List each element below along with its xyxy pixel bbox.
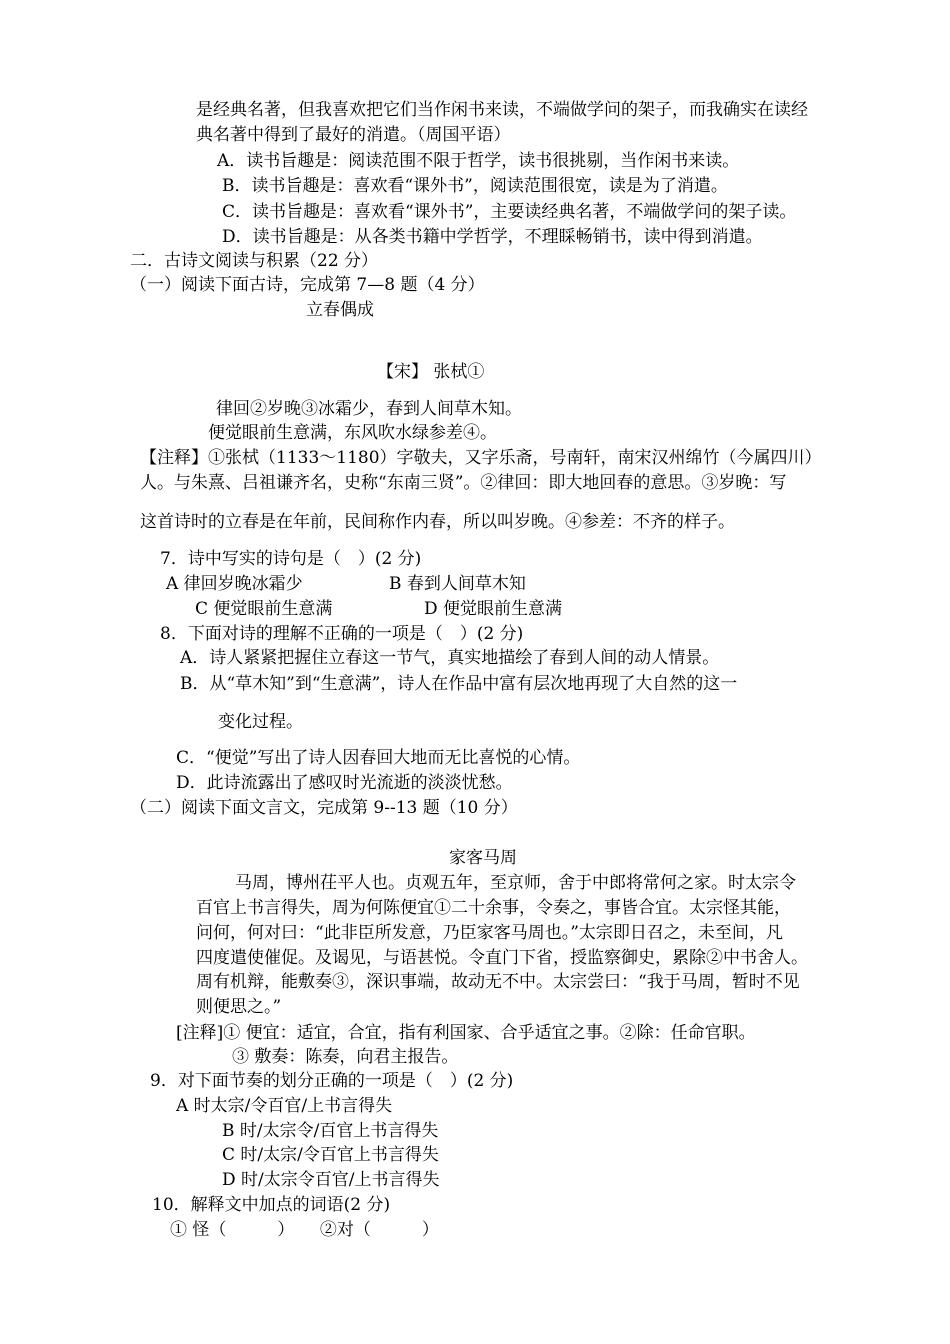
q10-items: ① 怪（ ） ②对（ ） [170,1220,439,1240]
q7-option-c: C 便觉眼前生意满 [195,599,333,619]
prose-line-1: 马周，博州茌平人也。贞观五年，至京师，舍于中郎将常何之家。时太宗令 [235,873,796,893]
poem-line-2: 便觉眼前生意满，东风吹水绿参差④。 [208,423,497,443]
intro-line-2: 典名著中得到了最好的消遣。（周国平语） [196,125,511,145]
prose-line-3: 问何，何对曰：“此非臣所发意，乃臣家客马周也。”太宗即日召之，未至间，凡 [196,923,783,943]
q7-option-d: D 便觉眼前生意满 [424,599,563,619]
q7-stem: 7．诗中写实的诗句是（ ）(2 分) [160,549,422,569]
q9-option-d: D 时/太宗令百官/上书言得失 [222,1170,440,1190]
q8-option-b-line2: 变化过程。 [218,712,303,732]
prose-title: 家客马周 [449,848,517,868]
prose-note-2: ③ 敷奏：陈奏，向君主报告。 [232,1047,459,1067]
poem-title: 立春偶成 [306,300,374,320]
q10-stem: 10．解释文中加点的词语(2 分) [152,1195,391,1215]
q7-option-b: B 春到人间草木知 [389,574,526,594]
option-d: D．读书旨趣是：从各类书籍中学哲学，不理睬畅销书，读中得到消遣。 [222,227,763,247]
q8-option-d: D．此诗流露出了感叹时光流逝的淡淡忧愁。 [176,773,513,793]
q9-stem: 9．对下面节奏的划分正确的一项是（ ）(2 分) [150,1071,514,1091]
prose-line-6: 则便思之。” [196,997,282,1017]
section-heading: 二．古诗文阅读与积累（22 分） [130,251,379,271]
note-line-1: 【注释】①张栻（1133～1180）字敬夫，又字乐斋，号南轩，南宋汉州绵竹（今属四川） [140,448,822,468]
poem-line-1: 律回②岁晚③冰霜少，春到人间草木知。 [216,399,522,419]
intro-line-1: 是经典名著，但我喜欢把它们当作闲书来读，不端做学问的架子，而我确实在读经 [196,100,808,120]
option-a: A．读书旨趣是：阅读范围不限于哲学，读书很挑剔，当作闲书来读。 [217,151,740,171]
poem-author: 【宋】 张栻① [377,362,485,382]
q8-stem: 8．下面对诗的理解不正确的一项是（ ）(2 分) [160,624,524,644]
q9-option-a: A 时太宗/令百官/上书言得失 [176,1096,393,1116]
q9-option-b: B 时/太宗令/百官上书言得失 [222,1121,439,1141]
part2-heading: （二）阅读下面文言文，完成第 9--13 题（10 分） [130,798,518,818]
prose-note-1: [注释]① 便宜：适宜，合宜，指有利国家、合乎适宜之事。②除：任命官职。 [176,1023,756,1043]
q7-option-a: A 律回岁晚冰霜少 [166,574,303,594]
q9-option-c: C 时/太宗/令百官上书言得失 [222,1145,439,1165]
part1-heading: （一）阅读下面古诗，完成第 7—8 题（4 分） [130,275,485,295]
option-b: B．读书旨趣是：喜欢看“课外书”，阅读范围很宽，读是为了消遣。 [222,176,728,196]
option-c: C．读书旨趣是：喜欢看“课外书”，主要读经典名著，不端做学问的架子读。 [222,202,797,222]
q8-option-c: C．“便觉”写出了诗人因春回大地而无比喜悦的心情。 [176,748,581,768]
q8-option-a: A．诗人紧紧把握住立春这一节气，真实地描绘了春到人间的动人情景。 [180,648,720,668]
prose-line-4: 四度遣使催促。及谒见，与语甚悦。令直门下省，授监察御史，累除②中书舍人。 [196,948,808,968]
prose-line-5: 周有机辩，能敷奏③，深识事端，故动无不中。太宗尝曰：“我于马周，暂时不见 [196,972,800,992]
note-line-2: 人。与朱熹、吕祖谦齐名，史称“东南三贤”。②律回：即大地回春的意思。③岁晚：写 [140,473,787,493]
q8-option-b-line1: B．从“草木知”到“生意满”，诗人在作品中富有层次地再现了大自然的这一 [180,674,738,694]
prose-line-2: 百官上书言得失，周为何陈便宜①二十余事，令奏之，事皆合宜。太宗怪其能， [196,898,791,918]
note-line-3: 这首诗时的立春是在年前，民间称作内春，所以叫岁晚。④参差：不齐的样子。 [140,512,735,532]
